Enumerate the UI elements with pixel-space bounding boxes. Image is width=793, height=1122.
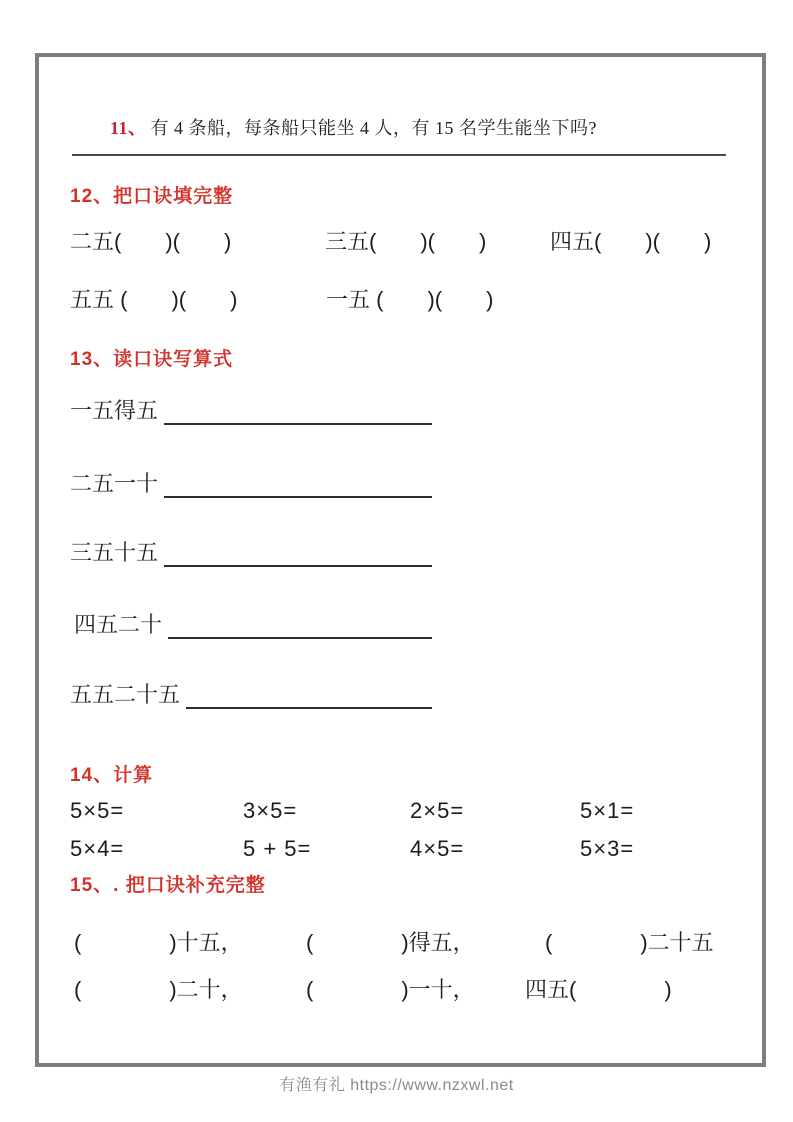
question-11 — [70, 93, 597, 161]
q13-title: 13、读口诀写算式 — [70, 349, 234, 370]
q13-blank-line — [164, 401, 432, 425]
q13-item-label: 三五十五 — [70, 540, 159, 565]
q13-row — [70, 537, 432, 567]
footer-watermark: 有渔有礼 https://www.nzxwl.net — [279, 1077, 514, 1094]
q13-row — [70, 395, 432, 425]
q15-item: ( )得五， — [306, 930, 475, 955]
q14-expression: 5×4= — [70, 836, 125, 861]
q15-title: 15、. 把口诀补充完整 — [70, 875, 266, 896]
q13-blank-line — [164, 543, 432, 567]
q14-expression: 4×5= — [410, 836, 465, 861]
q15-item: ( )一十， — [306, 977, 475, 1002]
q15-item: ( )二十， — [74, 977, 243, 1002]
worksheet-content — [39, 57, 762, 1063]
q14-expression: 2×5= — [410, 798, 465, 823]
q12-item: 三五( )( ) — [325, 229, 487, 254]
q12-item: 一五 ( )( ) — [326, 287, 494, 312]
q13-row — [70, 468, 432, 498]
q15-item: 四五( ) — [525, 977, 672, 1002]
page-frame — [35, 53, 766, 1067]
q13-row — [70, 679, 432, 709]
q14-expression: 5×5= — [70, 798, 125, 823]
q15-item: ( )二十五 — [545, 930, 714, 955]
q13-item-label: 一五得五 — [70, 398, 159, 423]
q13-row — [74, 609, 432, 639]
q14-expression: 3×5= — [243, 798, 298, 823]
q12-item: 四五( )( ) — [550, 229, 712, 254]
q12-item: 二五( )( ) — [70, 229, 232, 254]
q12-item: 五五 ( )( ) — [70, 287, 238, 312]
q11-number: 11、 — [110, 118, 147, 138]
q14-title: 14、计算 — [70, 765, 154, 786]
q14-expression: 5×1= — [580, 798, 635, 823]
q14-expression: 5 + 5= — [243, 836, 312, 861]
q13-blank-line — [164, 474, 432, 498]
q13-item-label: 二五一十 — [70, 471, 159, 496]
q12-title: 12、把口诀填完整 — [70, 186, 234, 207]
q13-item-label: 五五二十五 — [70, 682, 181, 707]
q14-expression: 5×3= — [580, 836, 635, 861]
q11-answer-line — [72, 154, 726, 156]
q13-blank-line — [186, 685, 432, 709]
q11-text: 有 4 条船，每条船只能坐 4 人，有 15 名学生能坐下吗? — [150, 118, 598, 138]
q13-blank-line — [168, 615, 432, 639]
q15-item: ( )十五， — [74, 930, 243, 955]
q13-item-label: 四五二十 — [74, 612, 163, 637]
